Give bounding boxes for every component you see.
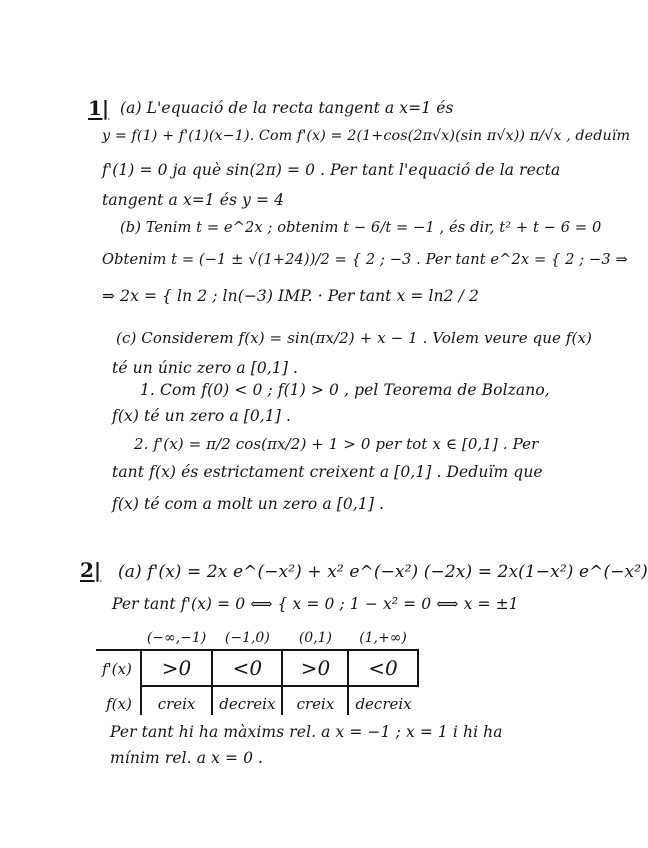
row-label: f'(x) bbox=[102, 659, 132, 678]
row-label: f(x) bbox=[106, 694, 132, 713]
text-line: Obtenim t = (−1 ± √(1+24))/2 = { 2 ; −3 . Per tant e^2x = { 2 ; −3 ⇒ bbox=[102, 251, 628, 268]
question-number: 2| bbox=[80, 558, 102, 582]
question-number: 1| bbox=[88, 96, 110, 120]
sign-cell: >0 bbox=[141, 650, 212, 686]
sign-cell: <0 bbox=[212, 650, 282, 686]
text-line: 2. f'(x) = π/2 cos(πx/2) + 1 > 0 per tot x ∈ [0,1] . Per bbox=[134, 435, 539, 453]
sign-cell: <0 bbox=[348, 650, 417, 686]
text-line: f'(1) = 0 ja què sin(2π) = 0 . Per tant l'equació de la recta bbox=[102, 161, 561, 179]
monotonicity-cell: decreix bbox=[348, 686, 417, 715]
interval-header: (1,+∞) bbox=[348, 627, 417, 650]
monotonicity-row bbox=[96, 686, 418, 715]
text-line: (a) f'(x) = 2x e^(−x²) + x² e^(−x²) (−2x) = 2x(1−x²) e^(−x²) bbox=[118, 562, 648, 582]
interval-header: (−∞,−1) bbox=[141, 627, 212, 650]
text-line: tangent a x=1 és y = 4 bbox=[102, 191, 285, 209]
text-line: Per tant hi ha màxims rel. a x = −1 ; x = 1 i hi ha bbox=[110, 723, 503, 741]
text-line: f(x) té com a molt un zero a [0,1] . bbox=[112, 495, 385, 513]
sign-row bbox=[96, 650, 418, 686]
sign-table bbox=[96, 627, 419, 715]
monotonicity-cell: creix bbox=[141, 686, 212, 715]
sign-cell: >0 bbox=[282, 650, 348, 686]
text-line: tant f(x) és estrictament creixent a [0,1] . Deduïm que bbox=[112, 463, 543, 481]
interval-row bbox=[96, 627, 418, 650]
interval-header: (−1,0) bbox=[212, 627, 282, 650]
text-line: Per tant f'(x) = 0 ⟺ { x = 0 ; 1 − x² = 0 ⟺ x = ±1 bbox=[112, 595, 519, 613]
text-line: (b) Tenim t = e^2x ; obtenim t − 6/t = −1 , és dir, t² + t − 6 = 0 bbox=[120, 219, 602, 236]
text-line: f(x) té un zero a [0,1] . bbox=[112, 407, 291, 425]
text-line: 1. Com f(0) < 0 ; f(1) > 0 , pel Teorema de Bolzano, bbox=[140, 381, 550, 399]
monotonicity-cell: creix bbox=[282, 686, 348, 715]
text-line: (a) L'equació de la recta tangent a x=1 és bbox=[120, 99, 454, 117]
text-line: y = f(1) + f'(1)(x−1). Com f'(x) = 2(1+cos(2π√x)(sin π√x)) π/√x , deduïm bbox=[102, 128, 631, 144]
text-line: té un únic zero a [0,1] . bbox=[112, 359, 299, 377]
monotonicity-cell: decreix bbox=[212, 686, 282, 715]
interval-header: (0,1) bbox=[282, 627, 348, 650]
text-line: (c) Considerem f(x) = sin(πx/2) + x − 1 . Volem veure que f(x) bbox=[116, 329, 592, 347]
text-line: mínim rel. a x = 0 . bbox=[110, 749, 264, 767]
text-line: ⇒ 2x = { ln 2 ; ln(−3) IMP. · Per tant x = ln2 / 2 bbox=[102, 287, 479, 305]
